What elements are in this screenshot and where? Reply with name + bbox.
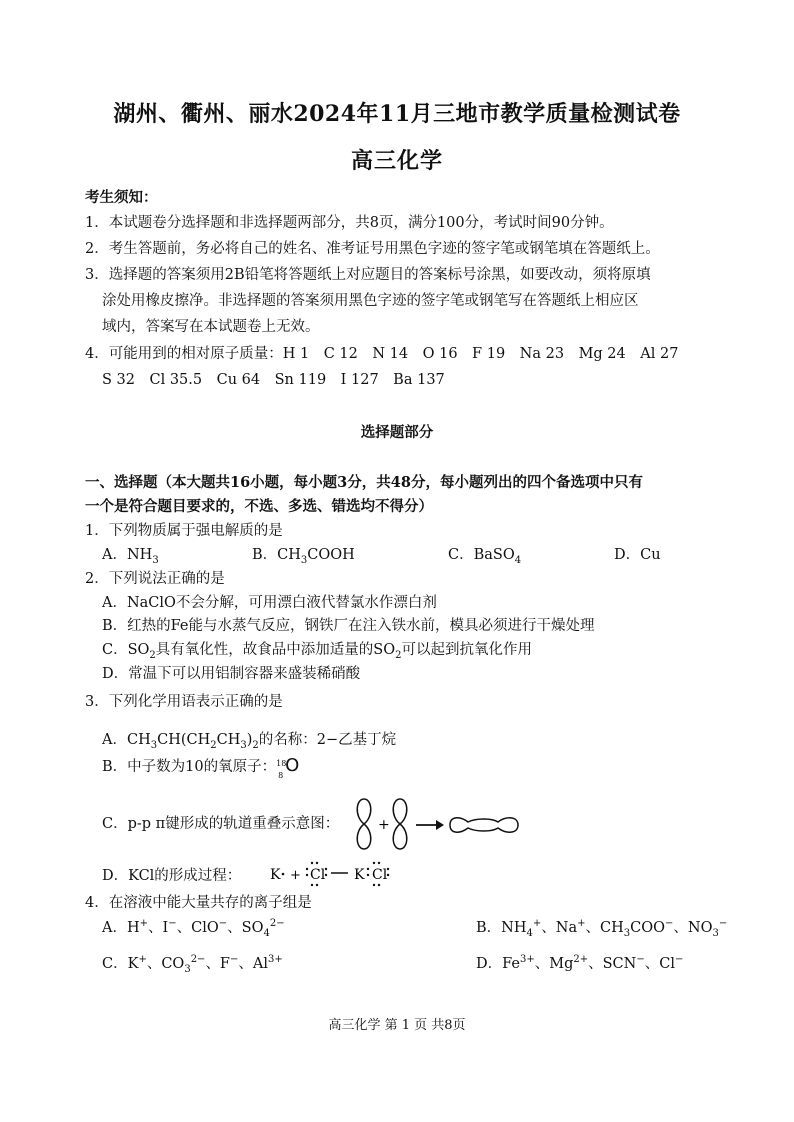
plus-sign: + bbox=[290, 868, 301, 883]
notice-item-3-cont-2: 域内，答案写在本试题卷上无效。 bbox=[102, 319, 320, 335]
exam-subject: 高三化学 bbox=[350, 148, 443, 174]
q2-option-b: B．红热的Fe能与水蒸气反应，钢铁厂在注入铁水前，模具必须进行干燥处理 bbox=[102, 618, 595, 634]
q4-option-b: B．$NH_4^+$、Na+、$CH_3COO^-$、$NO_3^-$ bbox=[476, 918, 728, 939]
q4-option-d: D．$Fe^{3+}$、$Mg^{2+}$、SCN−、Cl− bbox=[476, 954, 684, 972]
section-title: 选择题部分 bbox=[360, 424, 434, 441]
q1-option-b: B．$CH_3COOH$ bbox=[252, 547, 355, 566]
q1-option-a: A．$NH_3$ bbox=[102, 547, 159, 566]
q3-option-d: D．KCl的形成过程： bbox=[102, 868, 242, 884]
q2-option-d: D．常温下可以用铝制容器来盛装稀硝酸 bbox=[102, 666, 361, 682]
q3-stem: 3．下列化学用语表示正确的是 bbox=[85, 694, 283, 710]
q2-stem: 2．下列说法正确的是 bbox=[85, 571, 225, 587]
notice-item-2: 2．考生答题前，务必将自己的姓名、准考证号用黑色字迹的签字笔或钢笔填在答题纸上。 bbox=[85, 241, 660, 257]
exam-title: 湖州、衢州、丽水2024年11月三地市教学质量检测试卷 bbox=[113, 101, 681, 127]
notice-heading: 考生须知： bbox=[85, 189, 158, 206]
q2-option-a: A．NaClO不会分解，可用漂白液代替氯水作漂白剂 bbox=[102, 595, 437, 611]
notice-item-4: 4．可能用到的相对原子质量：H 1 C 12 N 14 O 16 F 19 Na 23 Mg 24 Al 27 bbox=[85, 346, 679, 362]
potassium-symbol: K bbox=[270, 867, 281, 883]
page-footer: 高三化学 第 1 页 共8页 bbox=[328, 1018, 466, 1033]
q1-option-d: D．Cu bbox=[614, 547, 661, 563]
potassium-symbol-product: K bbox=[354, 867, 365, 883]
section-instructions-1: 一、选择题（本大题共16小题，每小题3分，共48分，每小题列出的四个备选项中只有 bbox=[85, 474, 643, 491]
q3-option-b: B．中子数为10的氧原子： 18 8 O bbox=[102, 756, 306, 778]
q4-option-a: A．H+、I−、ClO−、$SO_4^{2-}$ bbox=[102, 918, 285, 939]
notice-item-3: 3．选择题的答案须用2B铅笔将答题纸上对应题目的答案标号涂黑，如要改动，须将原填 bbox=[85, 267, 651, 283]
q1-option-c: C．BaSO$_4$ bbox=[448, 547, 522, 566]
section-instructions-2: 一个是符合题目要求的，不选、多选、错选均不得分） bbox=[85, 498, 433, 515]
q4-option-c: C．K+、$CO_3^{2-}$、F−、$Al^{3+}$ bbox=[102, 954, 283, 975]
reaction-arrow-head bbox=[436, 820, 444, 830]
q1-stem: 1．下列物质属于强电解质的是 bbox=[85, 523, 283, 539]
chlorine-symbol-product: Cl bbox=[372, 867, 388, 883]
q2-option-c: C．$SO_2$具有氧化性，故食品中添加适量的$SO_2$可以起到抗氧化作用 bbox=[102, 642, 532, 661]
p-orbital-left bbox=[357, 799, 371, 849]
p-orbital-right bbox=[393, 799, 407, 849]
chlorine-symbol: Cl bbox=[310, 867, 326, 883]
orbital-plus-sign: + bbox=[378, 817, 390, 833]
q4-stem: 4．在溶液中能大量共存的离子组是 bbox=[85, 895, 312, 911]
q3-option-a: A．$CH_3CH(CH_2CH_3)_2$的名称：2−乙基丁烷 bbox=[102, 732, 397, 751]
notice-item-1: 1．本试题卷分选择题和非选择题两部分，共8页，满分100分，考试时间90分钟。 bbox=[85, 215, 614, 231]
p-orbital-overlap-diagram bbox=[352, 796, 524, 852]
q3-option-c: C．p-p π键形成的轨道重叠示意图： bbox=[102, 816, 340, 832]
overlapped-orbital bbox=[450, 818, 518, 832]
oxygen-isotope-notation: 18 8 O bbox=[276, 755, 300, 780]
kcl-formation-diagram bbox=[268, 858, 408, 890]
notice-item-4-cont: S 32 Cl 35.5 Cu 64 Sn 119 I 127 Ba 137 bbox=[102, 372, 445, 388]
notice-item-3-cont-1: 涂处用橡皮擦净。非选择题的答案须用黑色字迹的签字笔或钢笔写在答题纸上相应区 bbox=[102, 293, 639, 309]
